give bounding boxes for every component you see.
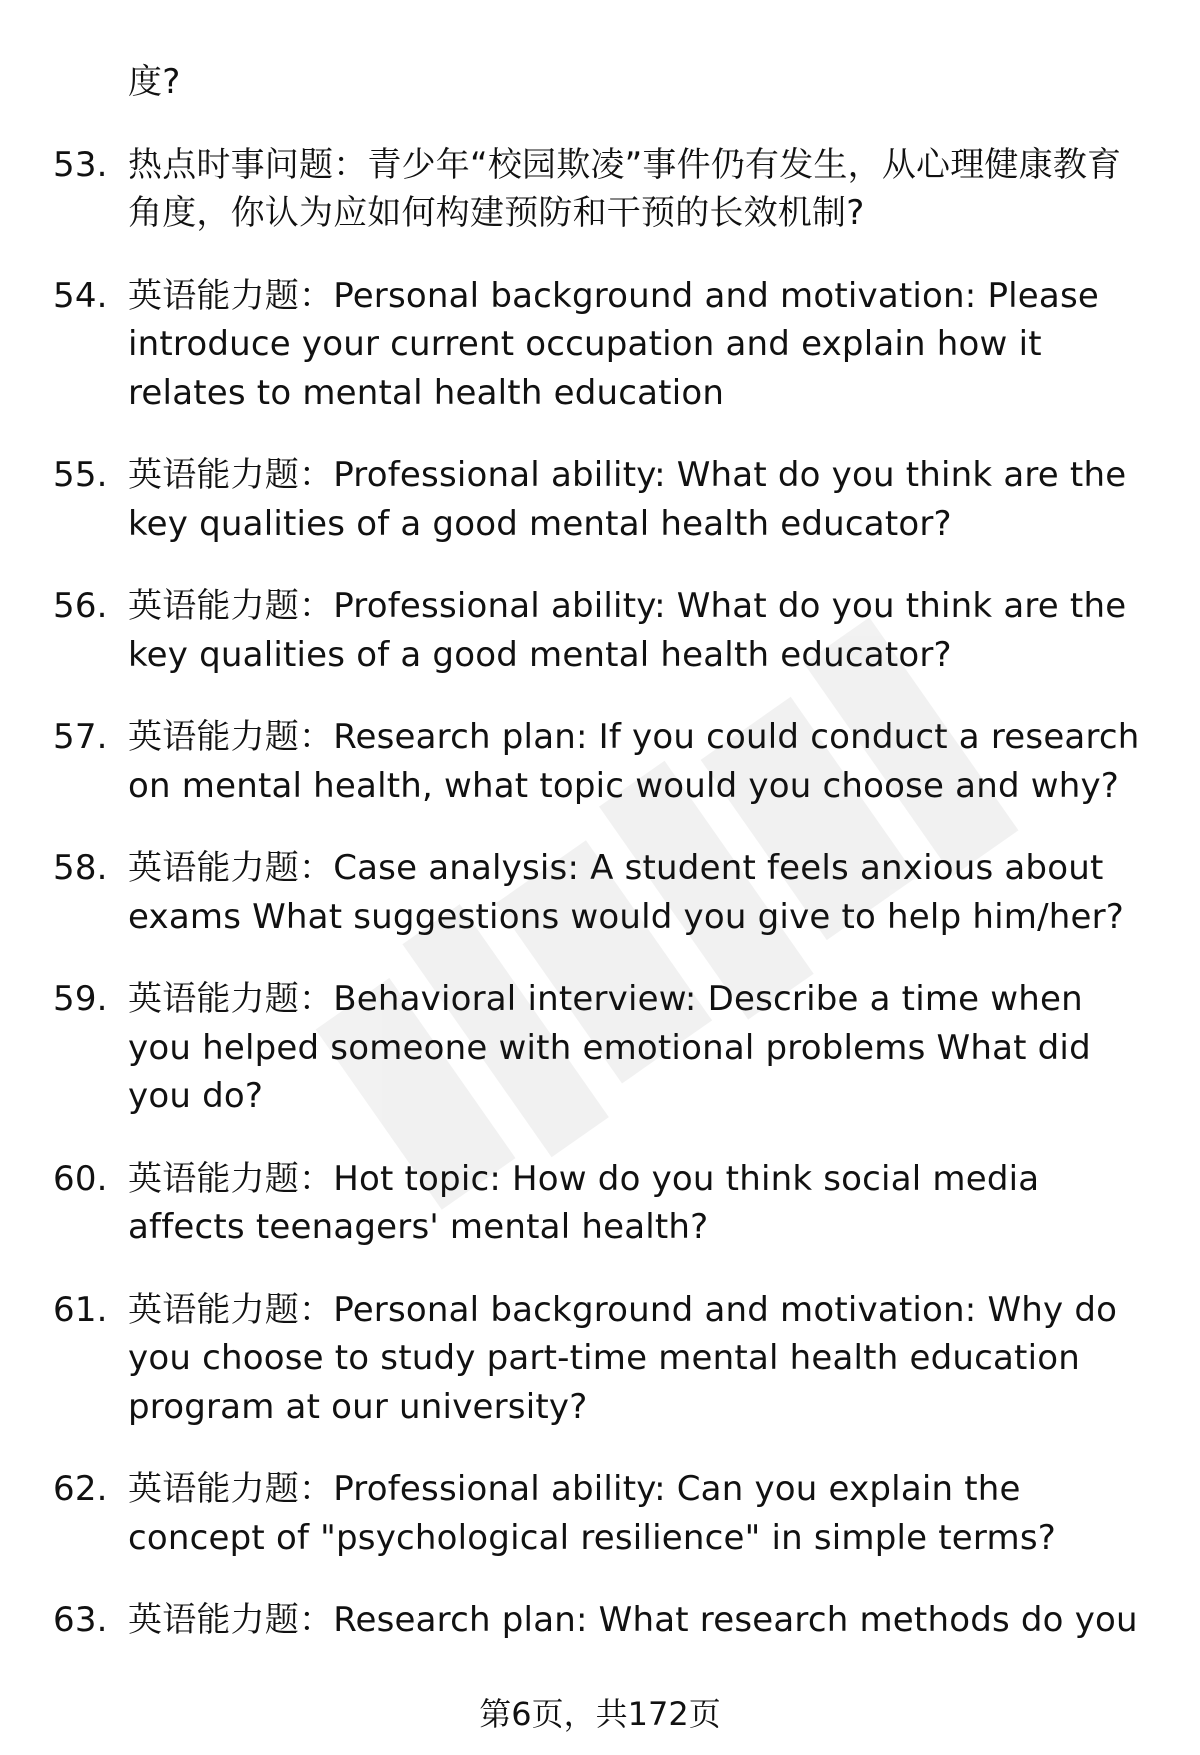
question-list	[0, 58, 1200, 1679]
question-text: 英语能力题：Research plan: What research methods do you	[128, 1600, 1138, 1640]
question-text: 英语能力题：Personal background and motivation: Please introduce your current occupation and explain how it relates to mental health education	[128, 275, 1099, 413]
question-number: 63.	[53, 1600, 108, 1640]
question-text: 英语能力题：Professional ability: What do you think are the key qualities of a good mental health educator?	[128, 586, 1127, 675]
question-text: 英语能力题：Behavioral interview: Describe a time when you helped someone with emotional problems What did you do?	[128, 979, 1091, 1116]
page-footer: 第6页，共172页	[479, 1695, 721, 1733]
question-number: 60.	[53, 1158, 108, 1199]
continuation-text: 度?	[128, 62, 181, 102]
question-number: 55.	[53, 455, 108, 495]
question-number: 53.	[53, 144, 108, 185]
list-item	[0, 582, 1148, 679]
question-text: 英语能力题：Research plan: If you could conduct a research on mental health, what topic would you choose and why?	[128, 717, 1140, 806]
question-number: 59.	[53, 979, 108, 1019]
list-item	[0, 141, 1148, 238]
list-item	[0, 1465, 1148, 1562]
question-text: 英语能力题：Professional ability: Can you explain the concept of "psychological resilience" in simple terms?	[128, 1469, 1056, 1558]
question-number: 61.	[53, 1289, 108, 1330]
list-item-continuation	[0, 58, 1148, 107]
question-text: 英语能力题：Professional ability: What do you think are the key qualities of a good mental health educator?	[128, 455, 1127, 544]
list-item	[0, 844, 1148, 941]
list-item	[0, 272, 1148, 418]
list-item	[0, 713, 1148, 810]
list-item	[0, 1155, 1148, 1252]
list-item	[0, 1286, 1148, 1432]
question-number: 58.	[53, 848, 108, 888]
list-item	[0, 451, 1148, 548]
question-text: 英语能力题：Hot topic: How do you think social media affects teenagers' mental health?	[128, 1158, 1040, 1247]
list-item	[0, 1596, 1148, 1645]
question-number: 56.	[53, 586, 108, 626]
question-text: 英语能力题：Personal background and motivation: Why do you choose to study part-time mental health education program at our university?	[128, 1289, 1118, 1427]
question-text: 英语能力题：Case analysis: A student feels anxious about exams What suggestions would you give to help him/her?	[128, 848, 1125, 937]
question-number: 54.	[53, 275, 108, 316]
list-item	[0, 975, 1148, 1121]
question-number: 57.	[53, 717, 108, 757]
question-number: 62.	[53, 1469, 108, 1509]
question-text: 热点时事问题：青少年“校园欺凌”事件仍有发生，从心理健康教育角度，你认为应如何构建预防和干预的长效机制?	[128, 144, 1122, 233]
